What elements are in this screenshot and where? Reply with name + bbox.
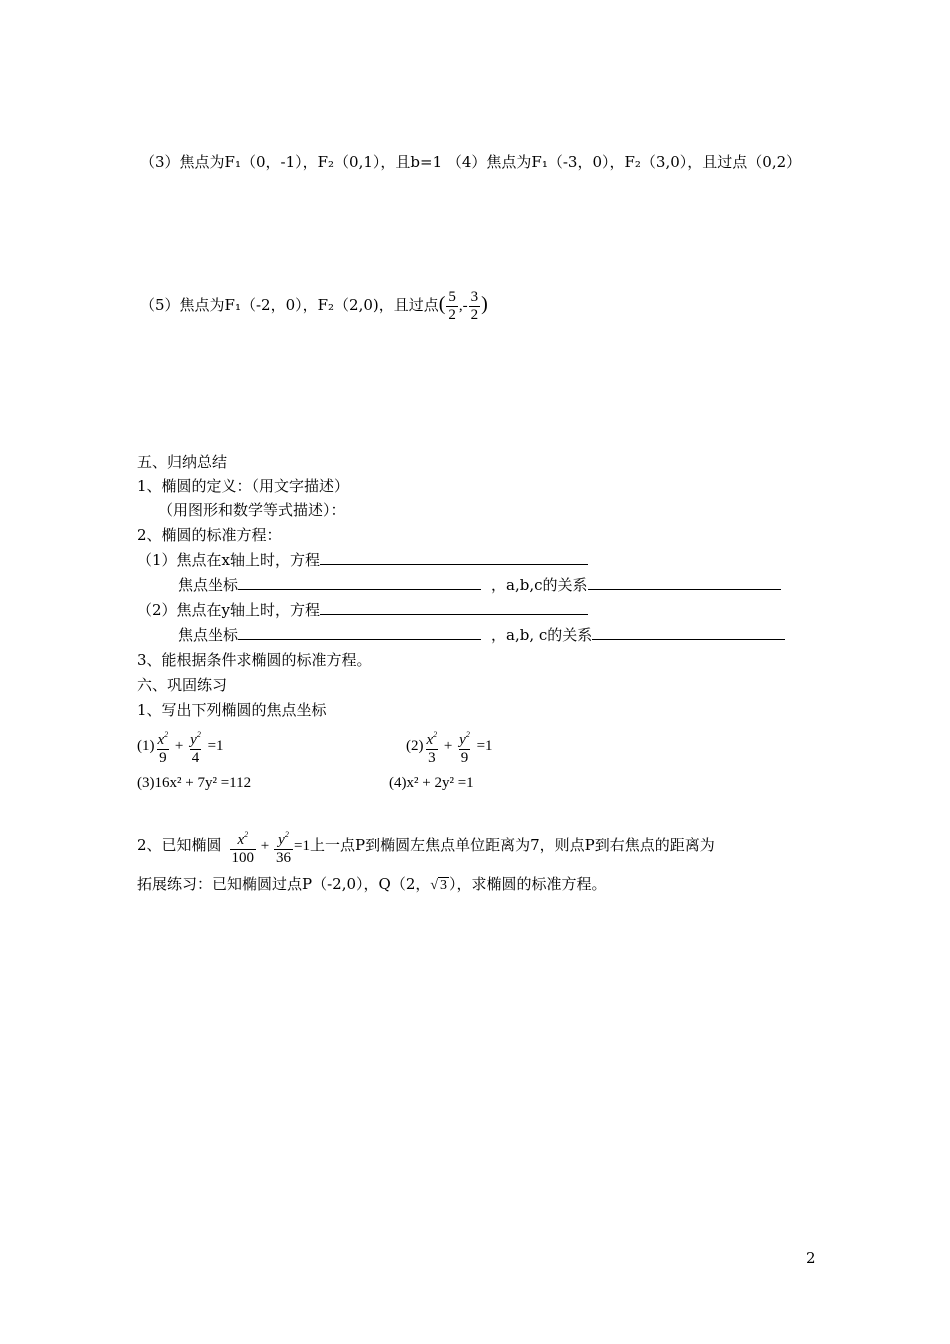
equation-3: (3)16x² + 7y² =112 xyxy=(137,775,252,791)
s5-y-axis-line xyxy=(137,600,588,620)
ext-suffix: ），求椭圆的标准方程。 xyxy=(449,875,607,893)
s5-x-axis-text: （1）焦点在x轴上时，方程 xyxy=(137,551,321,569)
s5-item1: 1、椭圆的定义：（用文字描述） xyxy=(137,477,350,495)
equation-2: (2) $\frac{x^2}{3}$ + $\frac{y^2}{9}$ =1 xyxy=(406,726,493,767)
close-paren: ) xyxy=(481,293,488,315)
item2-y-fraction: $\frac{y^2}{36}$ xyxy=(276,829,292,866)
relation-blank-2[interactable] xyxy=(592,625,785,640)
q5-text: （5）焦点为F₁（-2，0），F₂（2,0)，且过点 xyxy=(140,296,439,314)
q5-y-fraction: $\frac{3}{2}$ xyxy=(470,288,479,323)
s6-item1: 1、写出下列椭圆的焦点坐标 xyxy=(137,701,327,719)
item2-rhs: =1 xyxy=(294,838,310,854)
item2-x-fraction: $\frac{x^2}{100}$ xyxy=(231,829,255,866)
sqrt-three: √ 3 xyxy=(430,878,448,893)
equation-4: (4)x² + 2y² =1 xyxy=(389,775,474,791)
equation-1: (1) $\frac{x^2}{9}$ + $\frac{y^2}{4}$ =1 xyxy=(137,726,224,767)
eq1-rhs: =1 xyxy=(207,738,224,754)
eq2-x-fraction: $\frac{x^2}{3}$ xyxy=(426,730,438,767)
q5-x-fraction: $\frac{5}{2}$ xyxy=(448,288,456,323)
section6-title: 六、巩固练习 xyxy=(137,676,228,694)
s6-item2-line: 2、已知椭圆 $\frac{x^2}{100}$ + $\frac{y^2}{36}$ =1上一点P到椭圆左焦点单位距离为7，则点P到右焦点的距离为 xyxy=(137,824,715,867)
page-number: 2 xyxy=(806,1249,816,1267)
extension-line xyxy=(137,874,607,896)
s5-y-axis-text: （2）焦点在y轴上时，方程 xyxy=(137,601,321,619)
equation-blank-2[interactable] xyxy=(320,600,588,615)
section5-title: 五、归纳总结 xyxy=(137,453,228,471)
eq2-rhs: =1 xyxy=(476,738,493,754)
s5-x-axis-line xyxy=(137,550,588,570)
abc-relation-label-1: ，a,b,c的关系 xyxy=(491,576,588,594)
q3-q4-text: （3）焦点为F₁（0，-1），F₂（0,1），且b=1 （4）焦点为F₁（-3，0），F₂（3,0），且过点（0,2） xyxy=(140,153,802,171)
comma-minus: ,- xyxy=(458,298,468,314)
relation-blank-1[interactable] xyxy=(588,575,781,590)
s5-item3: 3、能根据条件求椭圆的标准方程。 xyxy=(137,651,372,669)
eq1-label: (1) xyxy=(137,738,155,754)
s6-item2-suffix: 上一点P到椭圆左焦点单位距离为7，则点P到右焦点的距离为 xyxy=(309,836,715,854)
s5-item2: 2、椭圆的标准方程： xyxy=(137,526,282,544)
q5-line xyxy=(140,286,488,324)
eq2-y-fraction: $\frac{y^2}{9}$ xyxy=(459,730,470,767)
focus-blank-1[interactable] xyxy=(238,575,481,590)
s5-item1b: （用图形和数学等式描述）： xyxy=(158,501,346,519)
focus-blank-2[interactable] xyxy=(238,625,481,640)
abc-relation-label-2: ，a,b, c的关系 xyxy=(491,626,593,644)
focus-coord-label-2: 焦点坐标 xyxy=(178,626,239,644)
s5-focus-line-2 xyxy=(178,625,785,645)
focus-coord-label-1: 焦点坐标 xyxy=(178,576,239,594)
open-paren: ( xyxy=(438,293,446,315)
eq1-x-fraction: $\frac{x^2}{9}$ xyxy=(157,730,169,767)
q3-q4-line xyxy=(140,152,801,172)
eq1-y-fraction: $\frac{y^2}{4}$ xyxy=(190,730,201,767)
s5-focus-line-1 xyxy=(178,575,781,595)
equation-blank-1[interactable] xyxy=(320,550,588,565)
s6-item2-prefix: 2、已知椭圆 xyxy=(137,836,222,854)
ext-prefix: 拓展练习：已知椭圆过点P（-2,0），Q（2， xyxy=(137,875,431,893)
eq2-label: (2) xyxy=(406,738,424,754)
